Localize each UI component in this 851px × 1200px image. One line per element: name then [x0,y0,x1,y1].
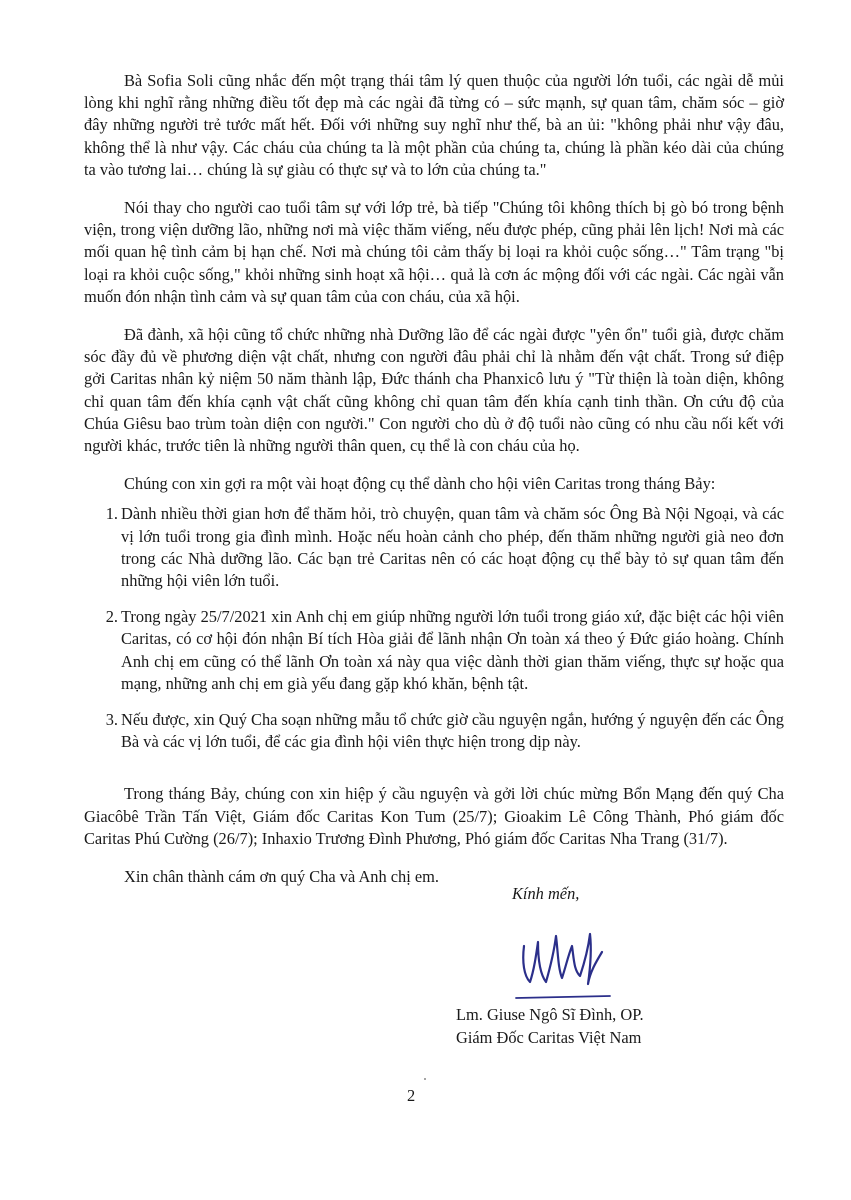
list-item-text: Dành nhiều thời gian hơn để thăm hỏi, trò chuyện, quan tâm và chăm sóc Ông Bà Nội Ngoại, và các vị lớn tuổi trong gia đình mình. Hoặc nếu hoàn cảnh cho phép, đến thăm những người già neo đơn trong các Nhà dưỡng lão. Các bạn trẻ Caritas nên có các hoạt động cụ thể bày tỏ sự quan tâm đến những hội viên lớn tuổi. [121,504,784,591]
signer-block [456,1004,644,1049]
signoff: Kính mến, [512,884,580,903]
paragraph-2: Nói thay cho người cao tuổi tâm sự với lớp trẻ, bà tiếp "Chúng tôi không thích bị gò bó trong bệnh viện, trong viện dưỡng lão, những nơi mà việc thăm viếng, nếu được phép, cũng phải lên lịch! Nơi mà các mối quan hệ tình cảm bị hạn chế. Nơi mà chúng tôi cảm thấy bị loại ra khỏi cuộc sống…" Tâm trạng "bị loại ra khỏi cuộc sống," khỏi những sinh hoạt xã hội… quả là cơn ác mộng đối với các ngài. Các ngài vẫn muốn đón nhận tình cảm và sự quan tâm của con cháu, của xã hội. [84,198,784,306]
closing-paragraph: Trong tháng Bảy, chúng con xin hiệp ý cầu nguyện và gởi lời chúc mừng Bổn Mạng đến quý Cha Giacôbê Trần Tấn Việt, Giám đốc Caritas Kon Tum (25/7); Gioakim Lê Công Thành, Phó giám đốc Caritas Phú Cường (26/7); Inhaxio Trương Đình Phương, Phó giám đốc Caritas Nha Trang (31/7). [84,784,784,848]
paragraph-3: Đã đành, xã hội cũng tổ chức những nhà Dưỡng lão để các ngài được "yên ổn" tuổi già, được chăm sóc đầy đủ về phương diện vật chất, nhưng con người đâu phải chỉ là nhằm đến vật chất. Trong sứ điệp gởi Caritas nhân kỷ niệm 50 năm thành lập, Đức thánh cha Phanxicô lưu ý "Từ thiện là toàn diện, không chỉ quan tâm đến khía cạnh vật chất cũng không chỉ quan tâm đến khía cạnh tinh thần. Ơn cứu độ của Chúa Giêsu bao trùm toàn diện con người." Con người cho dù ở độ tuổi nào cũng có nhu cầu nối kết với người khác, trước tiên là những người thân quen, cụ thể là con cháu của họ. [84,325,784,456]
paragraph-1: Bà Sofia Soli cũng nhắc đến một trạng thái tâm lý quen thuộc của người lớn tuổi, các ngài dễ mủi lòng khi nghĩ rằng những điều tốt đẹp mà các ngài đã từng có – sức mạnh, sự quan tâm, chăm sóc – giờ đây những người trẻ tước mất hết. Đối với những suy nghĩ như thế, bà an ủi: "không phải như vậy đâu, không thể là như vậy. Các cháu của chúng ta là một phần của chúng ta, chúng là phần kéo dài của chúng ta vào tương lai… chúng là sự giàu có thực sự và to lớn của chúng ta." [84,71,784,179]
list-item [84,709,784,753]
thanks-paragraph: Xin chân thành cám ơn quý Cha và Anh chị em. [124,867,440,887]
list-item-number: 3 . [84,709,118,731]
list-item-text: Trong ngày 25/7/2021 xin Anh chị em giúp những người lớn tuổi trong giáo xứ, đặc biệt các hội viên Caritas, có cơ hội đón nhận Bí tích Hòa giải để lãnh nhận Ơn toàn xá theo ý Đức giáo hoàng. Chính Anh chị em cũng có thể lãnh Ơn toàn xá này qua việc dành thời gian thăm viếng, thực sự hoặc qua mạng, những anh chị em già yếu đang gặp khó khăn, bệnh tật. [121,607,784,693]
signer-name: Lm. Giuse Ngô Sĩ Đình, OP. [456,1005,644,1024]
paragraph-4: Chúng con xin gợi ra một vài hoạt động cụ thể dành cho hội viên Caritas trong tháng Bảy: [124,474,716,494]
activity-list [84,503,784,753]
page-mark [424,1078,426,1080]
list-item-number: 2 . [84,606,118,628]
list-item-text: Nếu được, xin Quý Cha soạn những mẫu tổ chức giờ cầu nguyện ngắn, hướng ý nguyện đến các Ông Bà và các vị lớn tuổi, để các gia đình hội viên thực hiện trong dịp này. [121,710,784,752]
letter-body [84,70,784,904]
list-item [84,606,784,695]
list-item [84,503,784,592]
signer-title: Giám Đốc Caritas Việt Nam [456,1027,642,1047]
page-number: 2 [407,1086,416,1105]
list-item-number: 1 . [84,503,118,525]
signature-image [510,912,620,1004]
